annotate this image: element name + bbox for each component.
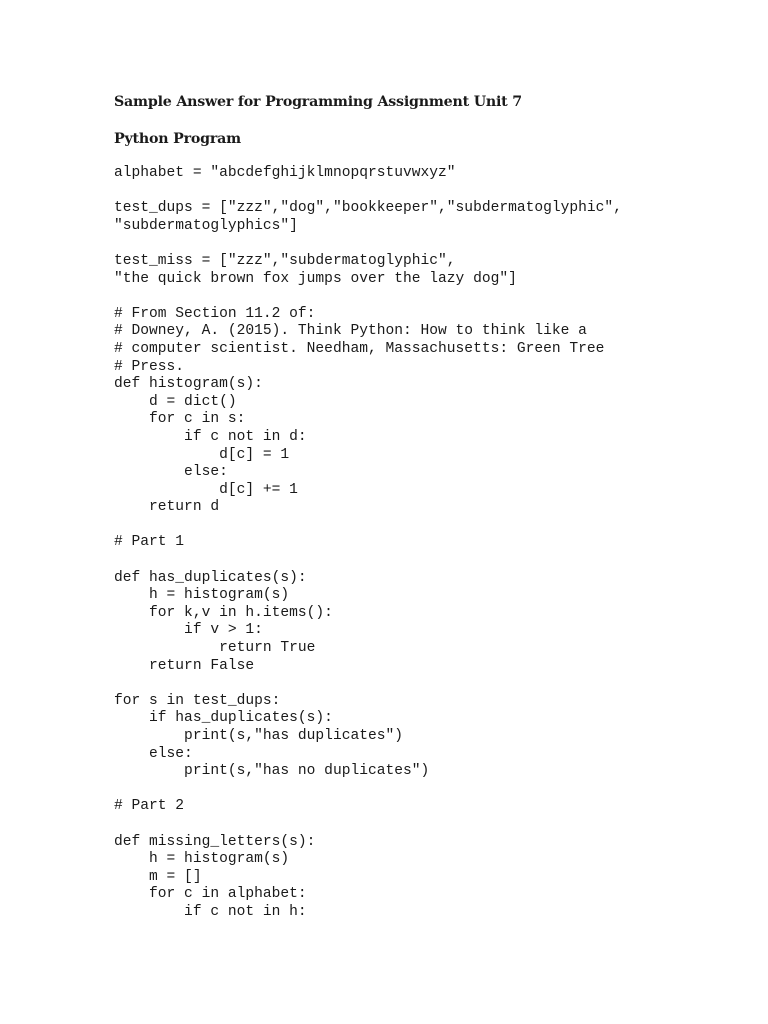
code-line: # Press. xyxy=(114,358,185,375)
code-line: return True xyxy=(114,640,316,657)
code-line: alphabet = "abcdefghijklmnopqrstuvwxyz" xyxy=(114,165,456,181)
code-line: print(s,"has no duplicates") xyxy=(114,763,430,780)
document-title: Sample Answer for Programming Assignment Unit 7 xyxy=(114,94,522,110)
code-line xyxy=(114,235,622,253)
code-line: # Part 2 xyxy=(114,798,185,815)
code-line: if has_duplicates(s): xyxy=(114,710,333,727)
code-line xyxy=(114,288,622,306)
code-line: # From Section 11.2 of: xyxy=(114,305,316,322)
code-line: m = [] xyxy=(114,868,202,885)
section-heading: Python Program xyxy=(114,131,241,147)
code-line: h = histogram(s) xyxy=(114,851,290,868)
code-line xyxy=(114,552,622,570)
code-line: h = histogram(s) xyxy=(114,587,290,604)
code-line: # Part 1 xyxy=(114,534,185,551)
code-line: def histogram(s): xyxy=(114,376,263,393)
code-line: if c not in d: xyxy=(114,428,307,445)
code-line: for s in test_dups: xyxy=(114,692,281,709)
code-line: else: xyxy=(114,745,193,762)
code-line: d[c] = 1 xyxy=(114,446,290,463)
code-line: "subdermatoglyphics"] xyxy=(114,217,298,234)
code-line: return d xyxy=(114,499,220,516)
code-block xyxy=(114,165,622,922)
code-line xyxy=(114,517,622,535)
code-line: def has_duplicates(s): xyxy=(114,569,307,586)
code-line: d = dict() xyxy=(114,393,237,410)
code-line: return False xyxy=(114,657,255,674)
code-line: for c in s: xyxy=(114,411,246,428)
code-line: if c not in h: xyxy=(114,903,307,920)
code-line: print(s,"has duplicates") xyxy=(114,728,404,744)
code-line: for k,v in h.items(): xyxy=(114,604,333,621)
code-line: "the quick brown fox jumps over the lazy dog"] xyxy=(114,270,517,287)
code-line: # Downey, A. (2015). Think Python: How to think like a xyxy=(114,323,587,340)
code-line xyxy=(114,183,622,201)
code-line xyxy=(114,781,622,799)
code-line: test_dups = ["zzz","dog","bookkeeper","subdermatoglyphic", xyxy=(114,200,622,217)
code-line: d[c] += 1 xyxy=(114,481,298,498)
code-line: test_miss = ["zzz","subdermatoglyphic", xyxy=(114,252,456,269)
code-line: for c in alphabet: xyxy=(114,886,307,903)
code-line: else: xyxy=(114,464,228,481)
code-line: def missing_letters(s): xyxy=(114,833,316,850)
code-line xyxy=(114,675,622,693)
code-line: if v > 1: xyxy=(114,622,263,639)
code-line: # computer scientist. Needham, Massachusetts: Green Tree xyxy=(114,340,605,357)
code-line xyxy=(114,816,622,834)
